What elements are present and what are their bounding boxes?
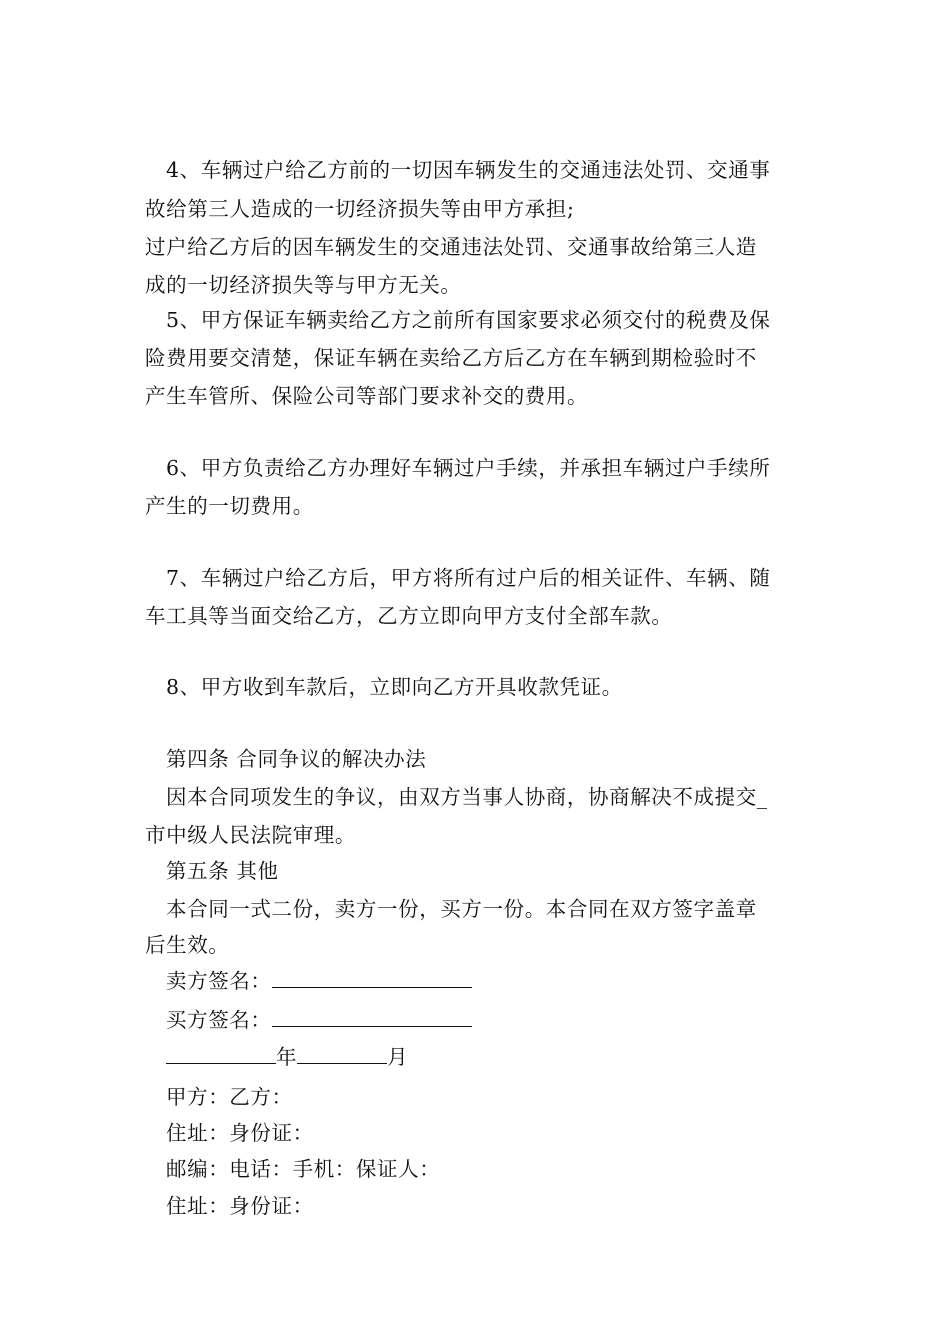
article-4-line-2: 市中级人民法院审理。 <box>145 823 356 847</box>
clause-4-line-4: 成的一切经济损失等与甲方无关。 <box>145 273 462 297</box>
buyer-signature-row <box>166 1006 472 1034</box>
date-row <box>166 1043 408 1071</box>
clause-5-line-3: 产生车管所、保险公司等部门要求补交的费用。 <box>145 384 589 408</box>
parties-line-1: 甲方：乙方： <box>166 1085 293 1109</box>
parties-line-2: 住址：身份证： <box>166 1121 314 1145</box>
clause-6-line-2: 产生的一切费用。 <box>145 494 314 518</box>
clause-6-line-1: 6、甲方负责给乙方办理好车辆过户手续，并承担车辆过户手续所 <box>166 456 771 480</box>
clause-7-line-1: 7、车辆过户给乙方后，甲方将所有过户后的相关证件、车辆、随 <box>166 566 771 590</box>
seller-signature-row <box>166 967 472 995</box>
buyer-signature-label: 买方签名： <box>166 1008 272 1032</box>
year-blank <box>166 1043 276 1064</box>
clause-4-line-2: 故给第三人造成的一切经济损失等由甲方承担; <box>145 197 575 221</box>
year-label: 年 <box>276 1045 298 1069</box>
parties-line-3: 邮编：电话：手机：保证人： <box>166 1157 441 1181</box>
month-label: 月 <box>387 1045 409 1069</box>
parties-line-4: 住址：身份证： <box>166 1194 314 1218</box>
clause-5-line-1: 5、甲方保证车辆卖给乙方之前所有国家要求必须交付的税费及保 <box>166 308 771 332</box>
article-5-line-2: 后生效。 <box>145 933 230 957</box>
clause-8-line-1: 8、甲方收到车款后，立即向乙方开具收款凭证。 <box>166 675 623 699</box>
buyer-signature-blank <box>272 1006 472 1027</box>
article-5-line-1: 本合同一式二份，卖方一份，买方一份。本合同在双方签字盖章 <box>166 897 757 921</box>
article-5-heading: 第五条 其他 <box>166 859 279 883</box>
seller-signature-label: 卖方签名： <box>166 969 272 993</box>
clause-4-line-1: 4、车辆过户给乙方前的一切因车辆发生的交通违法处罚、交通事 <box>166 158 771 182</box>
article-4-heading: 第四条 合同争议的解决办法 <box>166 747 427 771</box>
clause-7-line-2: 车工具等当面交给乙方，乙方立即向甲方支付全部车款。 <box>145 604 673 628</box>
month-blank <box>297 1043 387 1064</box>
clause-5-line-2: 险费用要交清楚，保证车辆在卖给乙方后乙方在车辆到期检验时不 <box>145 346 757 370</box>
clause-4-line-3: 过户给乙方后的因车辆发生的交通违法处罚、交通事故给第三人造 <box>145 235 757 259</box>
seller-signature-blank <box>272 967 472 988</box>
article-4-line-1: 因本合同项发生的争议，由双方当事人协商，协商解决不成提交_ <box>166 785 768 809</box>
